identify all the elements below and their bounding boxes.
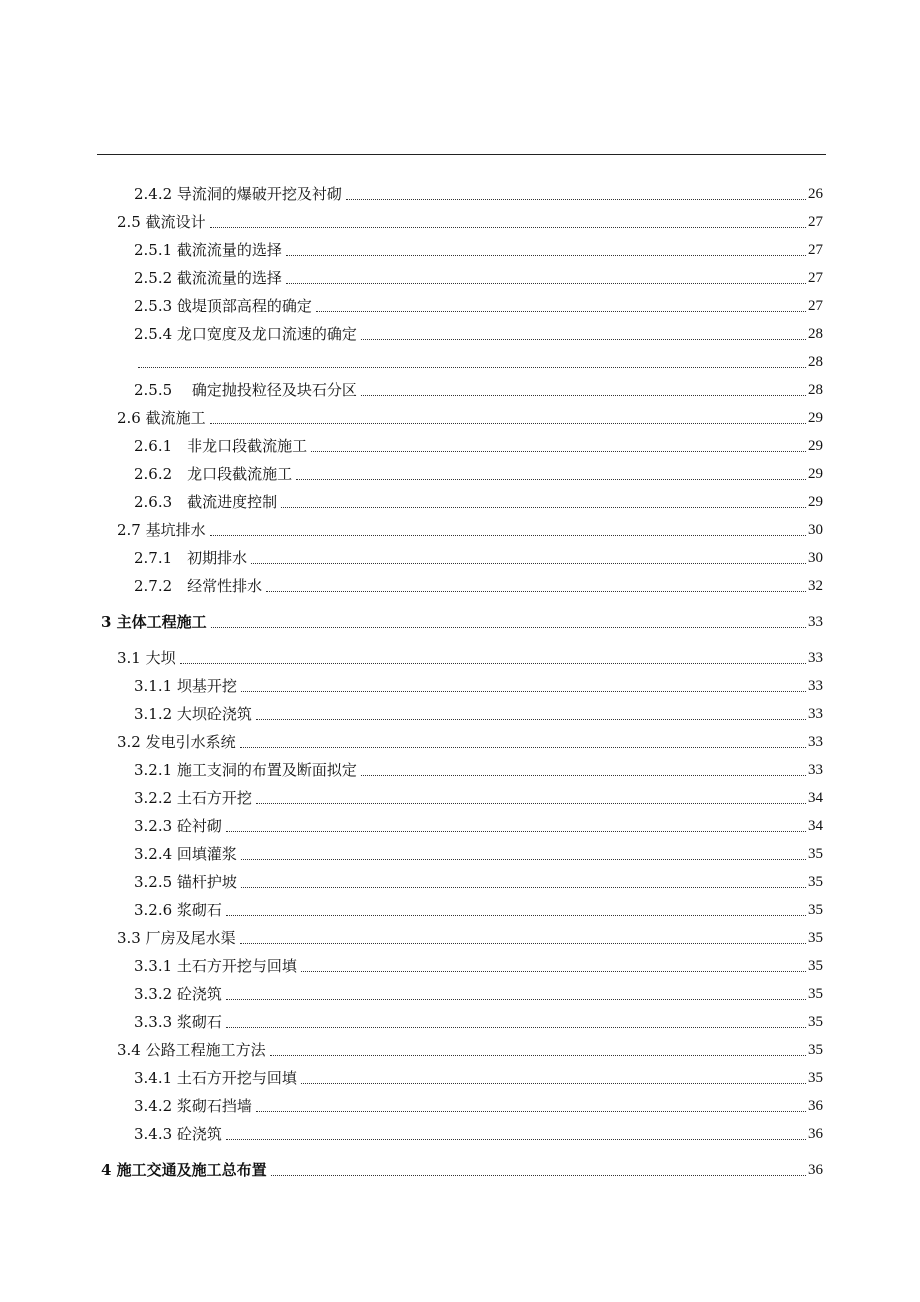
toc-page-number: 33 xyxy=(808,706,823,722)
toc-entry[interactable] xyxy=(134,264,823,288)
toc-entry-title: 3 主体工程施工 xyxy=(101,613,207,631)
dot-leader xyxy=(241,886,806,888)
toc-entry[interactable] xyxy=(134,1092,823,1116)
toc-page-number: 33 xyxy=(808,614,823,630)
toc-page-number: 35 xyxy=(808,874,823,890)
toc-entry[interactable] xyxy=(134,1008,823,1032)
dot-leader xyxy=(226,998,806,1000)
dot-leader xyxy=(226,830,806,832)
dot-leader xyxy=(226,914,806,916)
toc-entry[interactable] xyxy=(134,236,823,260)
dot-leader xyxy=(210,226,806,228)
toc-entry-title: 2.5.3 戗堤顶部高程的确定 xyxy=(134,297,312,315)
dot-leader xyxy=(180,662,806,664)
toc-page-number: 35 xyxy=(808,986,823,1002)
dot-leader xyxy=(281,506,806,508)
toc-entry[interactable] xyxy=(134,320,823,344)
toc-entry[interactable] xyxy=(134,812,823,836)
toc-entry-title: 3.3.3 浆砌石 xyxy=(134,1013,222,1031)
toc-page-number: 35 xyxy=(808,1042,823,1058)
dot-leader xyxy=(240,746,806,748)
toc-page-number: 35 xyxy=(808,958,823,974)
toc-page-number: 28 xyxy=(808,382,823,398)
toc-entry-title: 2.7 基坑排水 xyxy=(117,521,206,539)
toc-entry[interactable] xyxy=(134,348,823,372)
dot-leader xyxy=(361,394,806,396)
toc-page-number: 30 xyxy=(808,550,823,566)
dot-leader xyxy=(241,690,806,692)
toc-entry-title: 3.2.4 回填灌浆 xyxy=(134,845,237,863)
toc-page-number: 27 xyxy=(808,242,823,258)
toc-entry-title: 3.3 厂房及尾水渠 xyxy=(117,929,236,947)
toc-page-number: 33 xyxy=(808,762,823,778)
toc-entry-title: 3.1.1 坝基开挖 xyxy=(134,677,237,695)
toc-page-number: 30 xyxy=(808,522,823,538)
toc-entry[interactable] xyxy=(117,404,823,428)
toc-entry-title: 3.2.5 锚杆护坡 xyxy=(134,873,237,891)
toc-entry-title: 2.7.2 经常性排水 xyxy=(134,577,263,595)
toc-page-number: 32 xyxy=(808,578,823,594)
toc-entry[interactable] xyxy=(134,952,823,976)
toc-page-number: 36 xyxy=(808,1162,823,1178)
toc-page-number: 28 xyxy=(808,354,823,370)
toc-entry[interactable] xyxy=(117,516,823,540)
toc-entry-title: 2.5.5 确定抛投粒径及块石分区 xyxy=(134,381,357,399)
dot-leader xyxy=(241,858,806,860)
toc-entry[interactable] xyxy=(117,1036,823,1060)
dot-leader xyxy=(286,254,806,256)
dot-leader xyxy=(271,1174,806,1176)
toc-page-number: 33 xyxy=(808,650,823,666)
toc-entry[interactable] xyxy=(134,432,823,456)
toc-page-number: 29 xyxy=(808,438,823,454)
toc-page-number: 35 xyxy=(808,1070,823,1086)
toc-entry-title: 2.6.1 非龙口段截流施工 xyxy=(134,437,308,455)
dot-leader xyxy=(256,1110,806,1112)
dot-leader xyxy=(256,718,806,720)
toc-page-number: 27 xyxy=(808,298,823,314)
toc-page-number: 35 xyxy=(808,1014,823,1030)
toc-page-number: 26 xyxy=(808,186,823,202)
toc-entry[interactable] xyxy=(134,980,823,1004)
toc-page-number: 34 xyxy=(808,790,823,806)
toc-entry-title: 3.3.1 土石方开挖与回填 xyxy=(134,957,297,975)
toc-entry-title: 3.2.2 土石方开挖 xyxy=(134,789,252,807)
toc-entry[interactable] xyxy=(134,488,823,512)
dot-leader xyxy=(270,1054,806,1056)
toc-entry-title: 2.4.2 导流洞的爆破开挖及衬砌 xyxy=(134,185,342,203)
toc-entry-title: 3.2.6 浆砌石 xyxy=(134,901,222,919)
dot-leader xyxy=(240,942,806,944)
dot-leader xyxy=(251,562,806,564)
dot-leader xyxy=(226,1026,806,1028)
dot-leader xyxy=(210,534,806,536)
toc-entry-title: 3.4.1 土石方开挖与回填 xyxy=(134,1069,297,1087)
dot-leader xyxy=(361,338,806,340)
toc-entry-title: 2.6.3 截流进度控制 xyxy=(134,493,278,511)
toc-entry[interactable] xyxy=(134,460,823,484)
toc-entry[interactable] xyxy=(134,544,823,568)
toc-page-number: 36 xyxy=(808,1126,823,1142)
dot-leader xyxy=(316,310,806,312)
toc-page-number: 27 xyxy=(808,214,823,230)
toc-entry-title: 2.5.4 龙口宽度及龙口流速的确定 xyxy=(134,325,357,343)
toc-entry-title: 3.1.2 大坝砼浇筑 xyxy=(134,705,252,723)
toc-entry[interactable] xyxy=(117,728,823,752)
toc-entry-title: 2.5.2 截流流量的选择 xyxy=(134,269,282,287)
toc-entry-title: 2.6 截流施工 xyxy=(117,409,206,427)
toc-entry-title: 3.4 公路工程施工方法 xyxy=(117,1041,266,1059)
dot-leader xyxy=(210,422,806,424)
toc-entry[interactable] xyxy=(134,376,823,400)
toc-entry-title: 3.1 大坝 xyxy=(117,649,176,667)
dot-leader xyxy=(211,626,806,628)
toc-page-number: 27 xyxy=(808,270,823,286)
toc-entry[interactable] xyxy=(134,756,823,780)
toc-entry[interactable] xyxy=(134,896,823,920)
toc-entry-title: 4 施工交通及施工总布置 xyxy=(101,1161,267,1179)
toc-entry-title: 2.7.1 初期排水 xyxy=(134,549,248,567)
toc-page-number: 29 xyxy=(808,466,823,482)
toc-page-number: 34 xyxy=(808,818,823,834)
toc-entry-title: 3.2 发电引水系统 xyxy=(117,733,236,751)
toc-entry-title: 3.2.1 施工支洞的布置及断面拟定 xyxy=(134,761,357,779)
toc-entry-title: 3.4.3 砼浇筑 xyxy=(134,1125,222,1143)
toc-entry[interactable] xyxy=(134,840,823,864)
toc-entry[interactable] xyxy=(134,700,823,724)
dot-leader xyxy=(286,282,806,284)
toc-entry[interactable] xyxy=(134,672,823,696)
dot-leader xyxy=(266,590,806,592)
toc-chapter-entry[interactable] xyxy=(101,608,823,632)
dot-leader xyxy=(361,774,806,776)
toc-page-number: 29 xyxy=(808,410,823,426)
toc-entry-title: 2.5 截流设计 xyxy=(117,213,206,231)
toc-entry[interactable] xyxy=(117,644,823,668)
toc-entry[interactable] xyxy=(117,208,823,232)
toc-page-number: 35 xyxy=(808,846,823,862)
toc-entry-title: 2.5.1 截流流量的选择 xyxy=(134,241,282,259)
toc-entry[interactable] xyxy=(134,868,823,892)
header-rule xyxy=(97,154,826,155)
toc-page-number: 28 xyxy=(808,326,823,342)
toc-entry[interactable] xyxy=(134,1120,823,1144)
toc-chapter-entry[interactable] xyxy=(101,1156,823,1180)
toc-entry[interactable] xyxy=(134,1064,823,1088)
toc-page-number: 29 xyxy=(808,494,823,510)
toc-entry-title: 3.3.2 砼浇筑 xyxy=(134,985,222,1003)
dot-leader xyxy=(346,198,806,200)
dot-leader xyxy=(296,478,806,480)
toc-entry[interactable] xyxy=(134,292,823,316)
toc-entry[interactable] xyxy=(134,180,823,204)
toc-page-number: 35 xyxy=(808,930,823,946)
toc-entry-title: 2.6.2 龙口段截流施工 xyxy=(134,465,293,483)
toc-page-number: 35 xyxy=(808,902,823,918)
toc-page-number: 36 xyxy=(808,1098,823,1114)
dot-leader xyxy=(226,1138,806,1140)
dot-leader xyxy=(301,1082,806,1084)
toc-entry-title: 3.4.2 浆砌石挡墙 xyxy=(134,1097,252,1115)
toc-entry[interactable] xyxy=(134,784,823,808)
dot-leader xyxy=(256,802,806,804)
dot-leader xyxy=(311,450,806,452)
toc-page-number: 33 xyxy=(808,678,823,694)
dot-leader xyxy=(301,970,806,972)
toc-page-number: 33 xyxy=(808,734,823,750)
dot-leader xyxy=(138,366,806,368)
toc-entry-title: 3.2.3 砼衬砌 xyxy=(134,817,222,835)
toc-entry[interactable] xyxy=(134,572,823,596)
toc-entry[interactable] xyxy=(117,924,823,948)
